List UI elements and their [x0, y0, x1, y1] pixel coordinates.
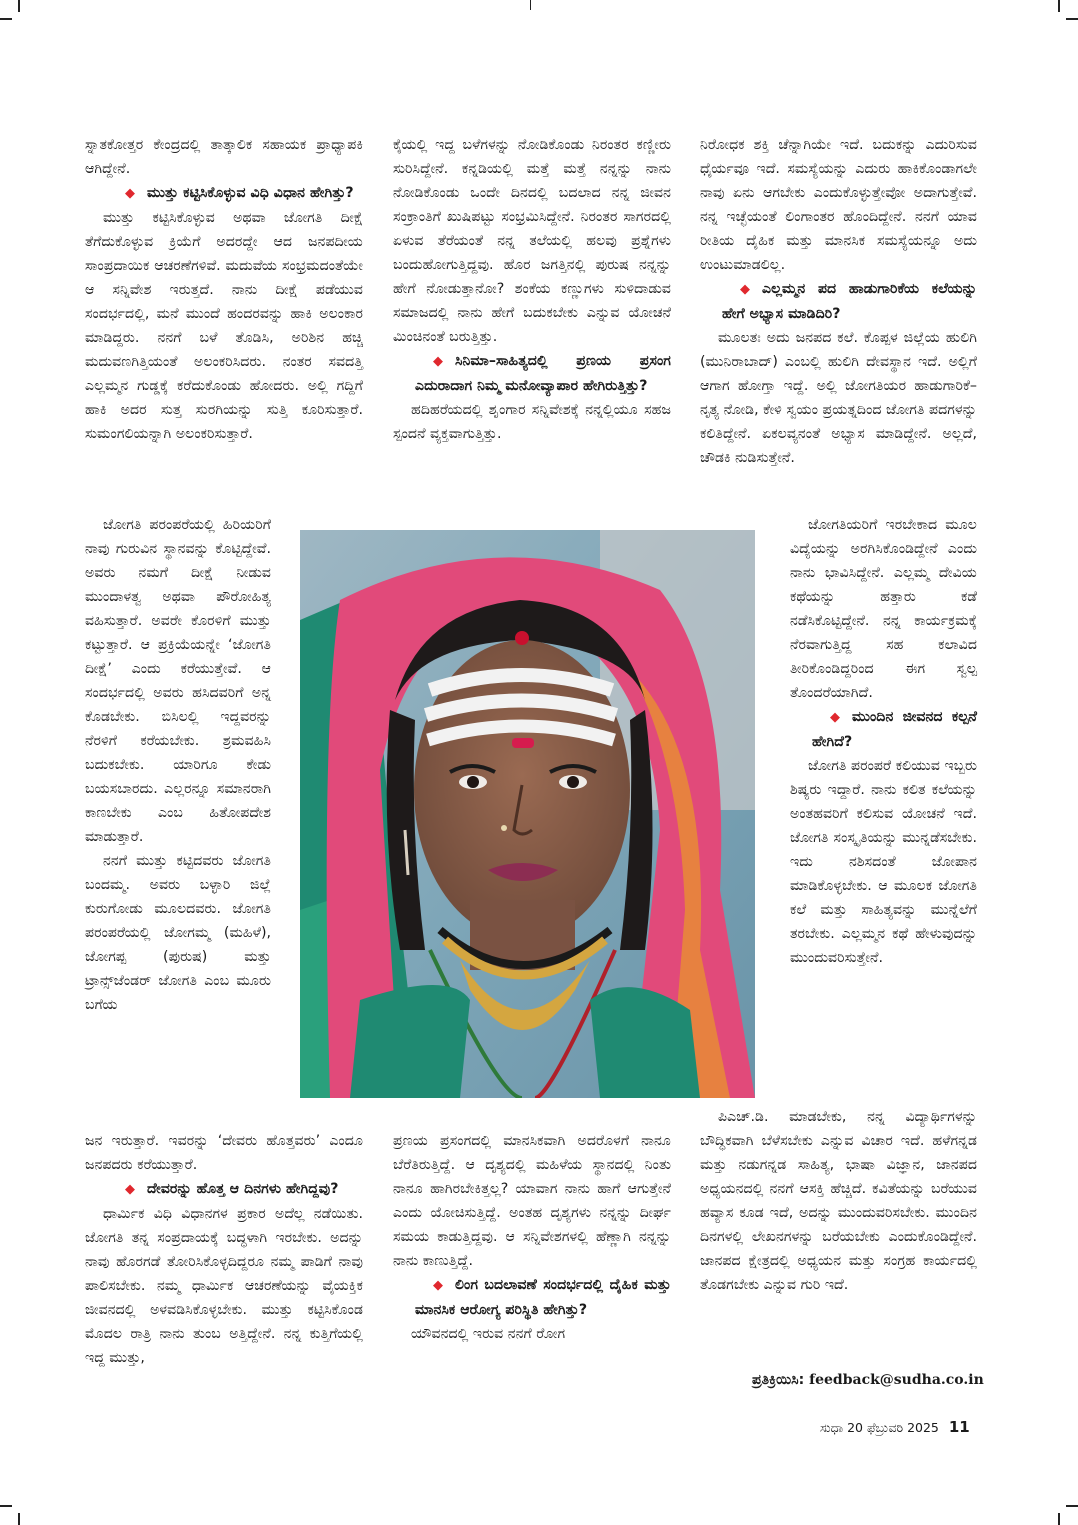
diamond-bullet-icon: ◆: [125, 1182, 135, 1197]
question-heading: ◆ ಮುಂದಿನ ಜೀವನದ ಕಲ್ಪನೆ ಹೇಗಿದೆ?: [790, 705, 977, 754]
body-paragraph: ಜೋಗತಿ ಪರಂಪರೆ ಕಲಿಯುವ ಇಬ್ಬರು ಶಿಷ್ಯರು ಇದ್ದಾರೆ. ನಾನು ಕಲಿತ ಕಲೆಯನ್ನು ಅಂತಹವರಿಗೆ ಕಲಿಸುವ ಯೋಚನೆ ಇದೆ. ಜೋಗತಿ ಸಂಸ್ಕೃತಿಯನ್ನು ಮುನ್ನಡೆಸಬೇಕು. ಇದು ನಶಿಸದಂತೆ ಜೋಪಾನ ಮಾಡಿಕೊಳ್ಳಬೇಕು. ಆ ಮೂಲಕ ಜೋಗತಿ ಕಲೆ ಮತ್ತು ಸಾಹಿತ್ಯವನ್ನು ಮುನ್ನೆಲೆಗೆ ತರಬೇಕು. ಎಲ್ಲಮ್ಮನ ಕಥೆ ಹೇಳುವುದನ್ನು ಮುಂದುವರಿಸುತ್ತೇನೆ.: [790, 758, 977, 966]
column-3-middle: [790, 513, 977, 970]
column-3-bottom: [700, 1105, 977, 1297]
question-heading: ◆ ದೇವರನ್ನು ಹೊತ್ತ ಆ ದಿನಗಳು ಹೇಗಿದ್ದವು?: [85, 1177, 363, 1202]
question-heading: ◆ ಲಿಂಗ ಬದಲಾವಣೆ ಸಂದರ್ಭದಲ್ಲಿ ದೈಹಿಕ ಮತ್ತು ಮಾನಸಿಕ ಆರೋಗ್ಯ ಪರಿಸ್ಥಿತಿ ಹೇಗಿತ್ತು?: [393, 1273, 671, 1322]
portrait-illustration: [300, 530, 755, 1098]
diamond-bullet-icon: ◆: [125, 186, 135, 201]
body-paragraph: ನನಗೆ ಮುತ್ತು ಕಟ್ಟಿದವರು ಜೋಗತಿ ಬಂದಮ್ಮ. ಅವರು ಬಳ್ಳಾರಿ ಜಿಲ್ಲೆ ಕುರುಗೋಡು ಮೂಲದವರು. ಜೋಗತಿ ಪರಂಪರೆಯಲ್ಲಿ ಜೋಗಮ್ಮ (ಮಹಿಳೆ), ಜೋಗಪ್ಪ (ಪುರುಷ) ಮತ್ತು ಟ್ರಾನ್ಸ್‌ಜೆಂಡರ್ ಜೋಗತಿ ಎಂಬ ಮೂರು ಬಗೆಯ: [85, 853, 271, 1013]
diamond-bullet-icon: ◆: [830, 710, 840, 725]
body-paragraph: ಜನ ಇರುತ್ತಾರೆ. ಇವರನ್ನು ‘ದೇವರು ಹೊತ್ತವರು’ ಎಂದೂ ಜನಪದರು ಕರೆಯುತ್ತಾರೆ.: [85, 1133, 363, 1173]
body-paragraph: ಪಿಎಚ್.ಡಿ. ಮಾಡಬೇಕು, ನನ್ನ ವಿದ್ಯಾರ್ಥಿಗಳನ್ನು ಬೌದ್ಧಿಕವಾಗಿ ಬೆಳೆಸಬೇಕು ಎನ್ನುವ ವಿಚಾರ ಇದೆ. ಹಳೆಗನ್ನಡ ಮತ್ತು ನಡುಗನ್ನಡ ಸಾಹಿತ್ಯ, ಭಾಷಾ ವಿಜ್ಞಾನ, ಜಾನಪದ ಅಧ್ಯಯನದಲ್ಲಿ ನನಗೆ ಆಸಕ್ತಿ ಹೆಚ್ಚಿದೆ. ಕವಿತೆಯನ್ನು ಬರೆಯುವ ಹವ್ಯಾಸ ಕೂಡ ಇದೆ, ಅದನ್ನು ಮುಂದುವರಿಸಬೇಕು. ಮುಂದಿನ ದಿನಗಳಲ್ಲಿ ಲೇಖನಗಳನ್ನು ಬರೆಯಬೇಕು ಎಂದುಕೊಂಡಿದ್ದೇನೆ. ಜಾನಪದ ಕ್ಷೇತ್ರದಲ್ಲಿ ಅಧ್ಯಯನ ಮತ್ತು ಸಂಗ್ರಹ ಕಾರ್ಯದಲ್ಲಿ ತೊಡಗಬೇಕು ಎನ್ನುವ ಗುರಿ ಇದೆ.: [700, 1109, 977, 1293]
column-1-bottom: [85, 1129, 363, 1370]
feedback-email[interactable]: feedback@sudha.co.in: [809, 1372, 984, 1388]
body-paragraph: ಯೌವನದಲ್ಲಿ ಇರುವ ನನಗೆ ರೋಗ: [411, 1326, 566, 1342]
magazine-name: ಸುಧಾ: [820, 1420, 844, 1435]
diamond-bullet-icon: ◆: [740, 282, 750, 297]
body-paragraph: ಮುತ್ತು ಕಟ್ಟಿಸಿಕೊಳ್ಳುವ ಅಥವಾ ಜೋಗತಿ ದೀಕ್ಷೆ ತೆಗೆದುಕೊಳ್ಳುವ ಕ್ರಿಯೆಗೆ ಅದರದ್ದೇ ಆದ ಜನಪದೀಯ ಸಾಂಪ್ರದಾಯಿಕ ಆಚರಣೆಗಳಿವೆ. ಮದುವೆಯ ಸಂಭ್ರಮದಂತೆಯೇ ಆ ಸನ್ನಿವೇಶ ಇರುತ್ತದೆ. ನಾನು ದೀಕ್ಷೆ ಪಡೆಯುವ ಸಂದರ್ಭದಲ್ಲಿ, ಮನೆ ಮುಂದೆ ಹಂದರವನ್ನು ಹಾಕಿ ಅಲಂಕಾರ ಮಾಡಿದ್ದರು. ನನಗೆ ಬಳೆ ತೊಡಿಸಿ, ಅರಿಶಿನ ಹಚ್ಚಿ ಮದುವಣಗಿತ್ತಿಯಂತೆ ಅಲಂಕರಿಸಿದರು. ನಂತರ ಸವದತ್ತಿ ಎಲ್ಲಮ್ಮನ ಗುಡ್ಡಕ್ಕೆ ಕರೆದುಕೊಂಡು ಹೋದರು. ಅಲ್ಲಿ ಗದ್ದಿಗೆ ಹಾಕಿ ಅದರ ಸುತ್ತ ಸುರಗಿಯನ್ನು ಸುತ್ತಿ ಕೂರಿಸುತ್ತಾರೆ. ಸುಮಂಗಲಿಯನ್ನಾಗಿ ಅಲಂಕರಿಸುತ್ತಾರೆ.: [85, 210, 363, 442]
body-paragraph: ಜೋಗತಿ ಪರಂಪರೆಯಲ್ಲಿ ಹಿರಿಯರಿಗೆ ನಾವು ಗುರುವಿನ ಸ್ಥಾನವನ್ನು ಕೊಟ್ಟಿದ್ದೇವೆ. ಅವರು ನಮಗೆ ದೀಕ್ಷೆ ನೀಡುವ ಮುಂದಾಳತ್ವ ಅಥವಾ ಪೌರೋಹಿತ್ಯ ವಹಿಸುತ್ತಾರೆ. ಅವರೇ ಕೊರಳಿಗೆ ಮುತ್ತು ಕಟ್ಟುತ್ತಾರೆ. ಆ ಪ್ರಕ್ರಿಯೆಯನ್ನೇ ‘ಜೋಗತಿ ದೀಕ್ಷೆ’ ಎಂದು ಕರೆಯುತ್ತೇವೆ. ಆ ಸಂದರ್ಭದಲ್ಲಿ ಅವರು ಹಸಿದವರಿಗೆ ಅನ್ನ ಕೊಡಬೇಕು. ಬಿಸಿಲಲ್ಲಿ ಇದ್ದವರನ್ನು ನೆರಳಿಗೆ ಕರೆಯಬೇಕು. ಶ್ರಮವಹಿಸಿ ಬದುಕಬೇಕು. ಯಾರಿಗೂ ಕೇಡು ಬಯಸಬಾರದು. ಎಲ್ಲರನ್ನೂ ಸಮಾನರಾಗಿ ಕಾಣಬೇಕು ಎಂಬ ಹಿತೋಪದೇಶ ಮಾಡುತ್ತಾರೆ.: [85, 517, 271, 845]
issue-date: 20 ಫೆಬ್ರುವರಿ 2025: [847, 1420, 939, 1435]
body-paragraph: ಕೈಯಲ್ಲಿ ಇದ್ದ ಬಳೆಗಳನ್ನು ನೋಡಿಕೊಂಡು ನಿರಂತರ ಕಣ್ಣೀರು ಸುರಿಸಿದ್ದೇನೆ. ಕನ್ನಡಿಯಲ್ಲಿ ಮತ್ತೆ ಮತ್ತೆ ನನ್ನನ್ನು ನಾನು ನೋಡಿಕೊಂಡು ಒಂದೇ ದಿನದಲ್ಲಿ ಬದಲಾದ ನನ್ನ ಜೀವನ ಸಂಕ್ರಾಂತಿಗೆ ಖುಷಿಪಟ್ಟು ಸಂಭ್ರಮಿಸಿದ್ದೇನೆ. ನಿರಂತರ ಸಾಗರದಲ್ಲಿ ಏಳುವ ತೆರೆಯಂತೆ ನನ್ನ ತಲೆಯಲ್ಲಿ ಹಲವು ಪ್ರಶ್ನೆಗಳು ಬಂದುಹೋಗುತ್ತಿದ್ದವು. ಹೊರ ಜಗತ್ತಿನಲ್ಲಿ ಪುರುಷ ನನ್ನನ್ನು ಹೇಗೆ ನೋಡುತ್ತಾನೋ? ಶಂಕೆಯ ಕಣ್ಣುಗಳು ಸುಳಿದಾಡುವ ಸಮಾಜದಲ್ಲಿ ನಾನು ಹೇಗೆ ಬದುಕಬೇಕು ಎನ್ನುವ ಯೋಚನೆ ಮಿಂಚಿನಂತೆ ಬರುತ್ತಿತ್ತು.: [393, 137, 671, 345]
portrait-photo: [300, 530, 755, 1098]
page-footer: [820, 1418, 970, 1436]
page-number: 11: [948, 1418, 970, 1436]
feedback-label: ಪ್ರತಿಕ್ರಿಯಿಸಿ:: [752, 1372, 805, 1388]
column-1-top: [85, 133, 363, 446]
question-heading: ◆ ಸಿನಿಮಾ–ಸಾಹಿತ್ಯದಲ್ಲಿ ಪ್ರಣಯ ಪ್ರಸಂಗ ಎದುರಾದಾಗ ನಿಮ್ಮ ಮನೋವ್ಯಾಪಾರ ಹೇಗಿರುತ್ತಿತ್ತು?: [393, 349, 671, 398]
feedback-line: [752, 1372, 984, 1388]
body-paragraph: ಧಾರ್ಮಿಕ ವಿಧಿ ವಿಧಾನಗಳ ಪ್ರಕಾರ ಅದೆಲ್ಲ ನಡೆಯಿತು. ಜೋಗತಿ ತನ್ನ ಸಂಪ್ರದಾಯಕ್ಕೆ ಬದ್ಧಳಾಗಿ ಇರಬೇಕು. ಅದನ್ನು ನಾವು ಹೊರಗಡೆ ತೋರಿಸಿಕೊಳ್ಳದಿದ್ದರೂ ನಮ್ಮ ಪಾಡಿಗೆ ನಾವು ಪಾಲಿಸಬೇಕು. ನಮ್ಮ ಧಾರ್ಮಿಕ ಆಚರಣೆಯನ್ನು ವೈಯಕ್ತಿಕ ಜೀವನದಲ್ಲಿ ಅಳವಡಿಸಿಕೊಳ್ಳಬೇಕು. ಮುತ್ತು ಕಟ್ಟಿಸಿಕೊಂಡ ಮೊದಲ ರಾತ್ರಿ ನಾನು ತುಂಬ ಅತ್ತಿದ್ದೇನೆ. ನನ್ನ ಕುತ್ತಿಗೆಯಲ್ಲಿ ಇದ್ದ ಮುತ್ತು,: [85, 1206, 363, 1366]
body-paragraph: ಪ್ರಣಯ ಪ್ರಸಂಗದಲ್ಲಿ ಮಾನಸಿಕವಾಗಿ ಅದರೊಳಗೆ ನಾನೂ ಬೆರೆತಿರುತ್ತಿದ್ದೆ. ಆ ದೃಶ್ಯದಲ್ಲಿ ಮಹಿಳೆಯ ಸ್ಥಾನದಲ್ಲಿ ನಿಂತು ನಾನೂ ಹಾಗಿರಬೇಕಿತ್ತಲ್ಲ? ಯಾವಾಗ ನಾನು ಹಾಗೆ ಆಗುತ್ತೇನೆ ಎಂದು ಯೋಚಿಸುತ್ತಿದ್ದೆ. ಅಂತಹ ದೃಶ್ಯಗಳು ನನ್ನನ್ನು ದೀರ್ಘ ಸಮಯ ಕಾಡುತ್ತಿದ್ದವು. ಆ ಸನ್ನಿವೇಶಗಳಲ್ಲಿ ಹೆಣ್ಣಾಗಿ ನನ್ನನ್ನು ನಾನು ಕಾಣುತ್ತಿದ್ದೆ.: [393, 1133, 671, 1269]
body-paragraph: ಜೋಗತಿಯರಿಗೆ ಇರಬೇಕಾದ ಮೂಲ ವಿದ್ಯೆಯನ್ನು ಅರಗಿಸಿಕೊಂಡಿದ್ದೇನೆ ಎಂದು ನಾನು ಭಾವಿಸಿದ್ದೇನೆ. ಎಲ್ಲಮ್ಮ ದೇವಿಯ ಕಥೆಯನ್ನು ಹತ್ತಾರು ಕಡೆ ನಡೆಸಿಕೊಟ್ಟಿದ್ದೇನೆ. ನನ್ನ ಕಾರ್ಯಕ್ರಮಕ್ಕೆ ನೆರವಾಗುತ್ತಿದ್ದ ಸಹ ಕಲಾವಿದ ತೀರಿಕೊಂಡಿದ್ದರಿಂದ ಈಗ ಸ್ವಲ್ಪ ತೊಂದರೆಯಾಗಿದೆ.: [790, 517, 977, 701]
body-paragraph: ನಿರೋಧಕ ಶಕ್ತಿ ಚೆನ್ನಾಗಿಯೇ ಇದೆ. ಬದುಕನ್ನು ಎದುರಿಸುವ ಧೈರ್ಯವೂ ಇದೆ. ಸಮಸ್ಯೆಯನ್ನು ಎದುರು ಹಾಕಿಕೊಂಡಾಗಲೇ ನಾವು ಏನು ಆಗಬೇಕು ಎಂದುಕೊಳ್ಳುತ್ತೇವೋ ಅದಾಗುತ್ತೇವೆ. ನನ್ನ ಇಚ್ಛೆಯಂತೆ ಲಿಂಗಾಂತರ ಹೊಂದಿದ್ದೇನೆ. ನನಗೆ ಯಾವ ರೀತಿಯ ದೈಹಿಕ ಮತ್ತು ಮಾನಸಿಕ ಸಮಸ್ಯೆಯನ್ನೂ ಅದು ಉಂಟುಮಾಡಲಿಲ್ಲ.: [700, 137, 977, 273]
diamond-bullet-icon: ◆: [433, 1278, 443, 1293]
column-1-middle: [85, 513, 271, 1017]
body-paragraph: ಮೂಲತಃ ಅದು ಜನಪದ ಕಲೆ. ಕೊಪ್ಪಳ ಜಿಲ್ಲೆಯ ಹುಲಿಗಿ (ಮುನಿರಾಬಾದ್) ಎಂಬಲ್ಲಿ ಹುಲಿಗಿ ದೇವಸ್ಥಾನ ಇದೆ. ಅಲ್ಲಿಗೆ ಆಗಾಗ ಹೋಗ್ತಾ ಇದ್ದೆ. ಅಲ್ಲಿ ಜೋಗತಿಯರ ಹಾಡುಗಾರಿಕೆ–ನೃತ್ಯ ನೋಡಿ, ಕೇಳಿ ಸ್ವಯಂ ಪ್ರಯತ್ನದಿಂದ ಜೋಗತಿ ಪದಗಳನ್ನು ಕಲಿತಿದ್ದೇನೆ. ಏಕಲವ್ಯನಂತೆ ಅಭ್ಯಾಸ ಮಾಡಿದ್ದೇನೆ. ಅಲ್ಲದೆ, ಚೌಡಕಿ ನುಡಿಸುತ್ತೇನೆ.: [700, 330, 977, 466]
question-heading: ◆ ಮುತ್ತು ಕಟ್ಟಿಸಿಕೊಳ್ಳುವ ವಿಧಿ ವಿಧಾನ ಹೇಗಿತ್ತು?: [85, 181, 363, 206]
question-heading: ◆ ಎಲ್ಲಮ್ಮನ ಪದ ಹಾಡುಗಾರಿಕೆಯ ಕಲೆಯನ್ನು ಹೇಗೆ ಅಭ್ಯಾಸ ಮಾಡಿದಿರಿ?: [700, 277, 977, 326]
diamond-bullet-icon: ◆: [433, 354, 443, 369]
column-3-top: [700, 133, 977, 470]
column-2-bottom: [393, 1129, 671, 1346]
column-2-top: [393, 133, 671, 446]
body-paragraph: ಹದಿಹರೆಯದಲ್ಲಿ ಶೃಂಗಾರ ಸನ್ನಿವೇಶಕ್ಕೆ ನನ್ನಲ್ಲಿಯೂ ಸಹಜ ಸ್ಪಂದನೆ ವ್ಯಕ್ತವಾಗುತ್ತಿತ್ತು.: [393, 402, 671, 442]
body-paragraph: ಸ್ನಾತಕೋತ್ತರ ಕೇಂದ್ರದಲ್ಲಿ ತಾತ್ಕಾಲಿಕ ಸಹಾಯಕ ಪ್ರಾಧ್ಯಾಪಕಿ ಆಗಿದ್ದೇನೆ.: [85, 137, 363, 177]
